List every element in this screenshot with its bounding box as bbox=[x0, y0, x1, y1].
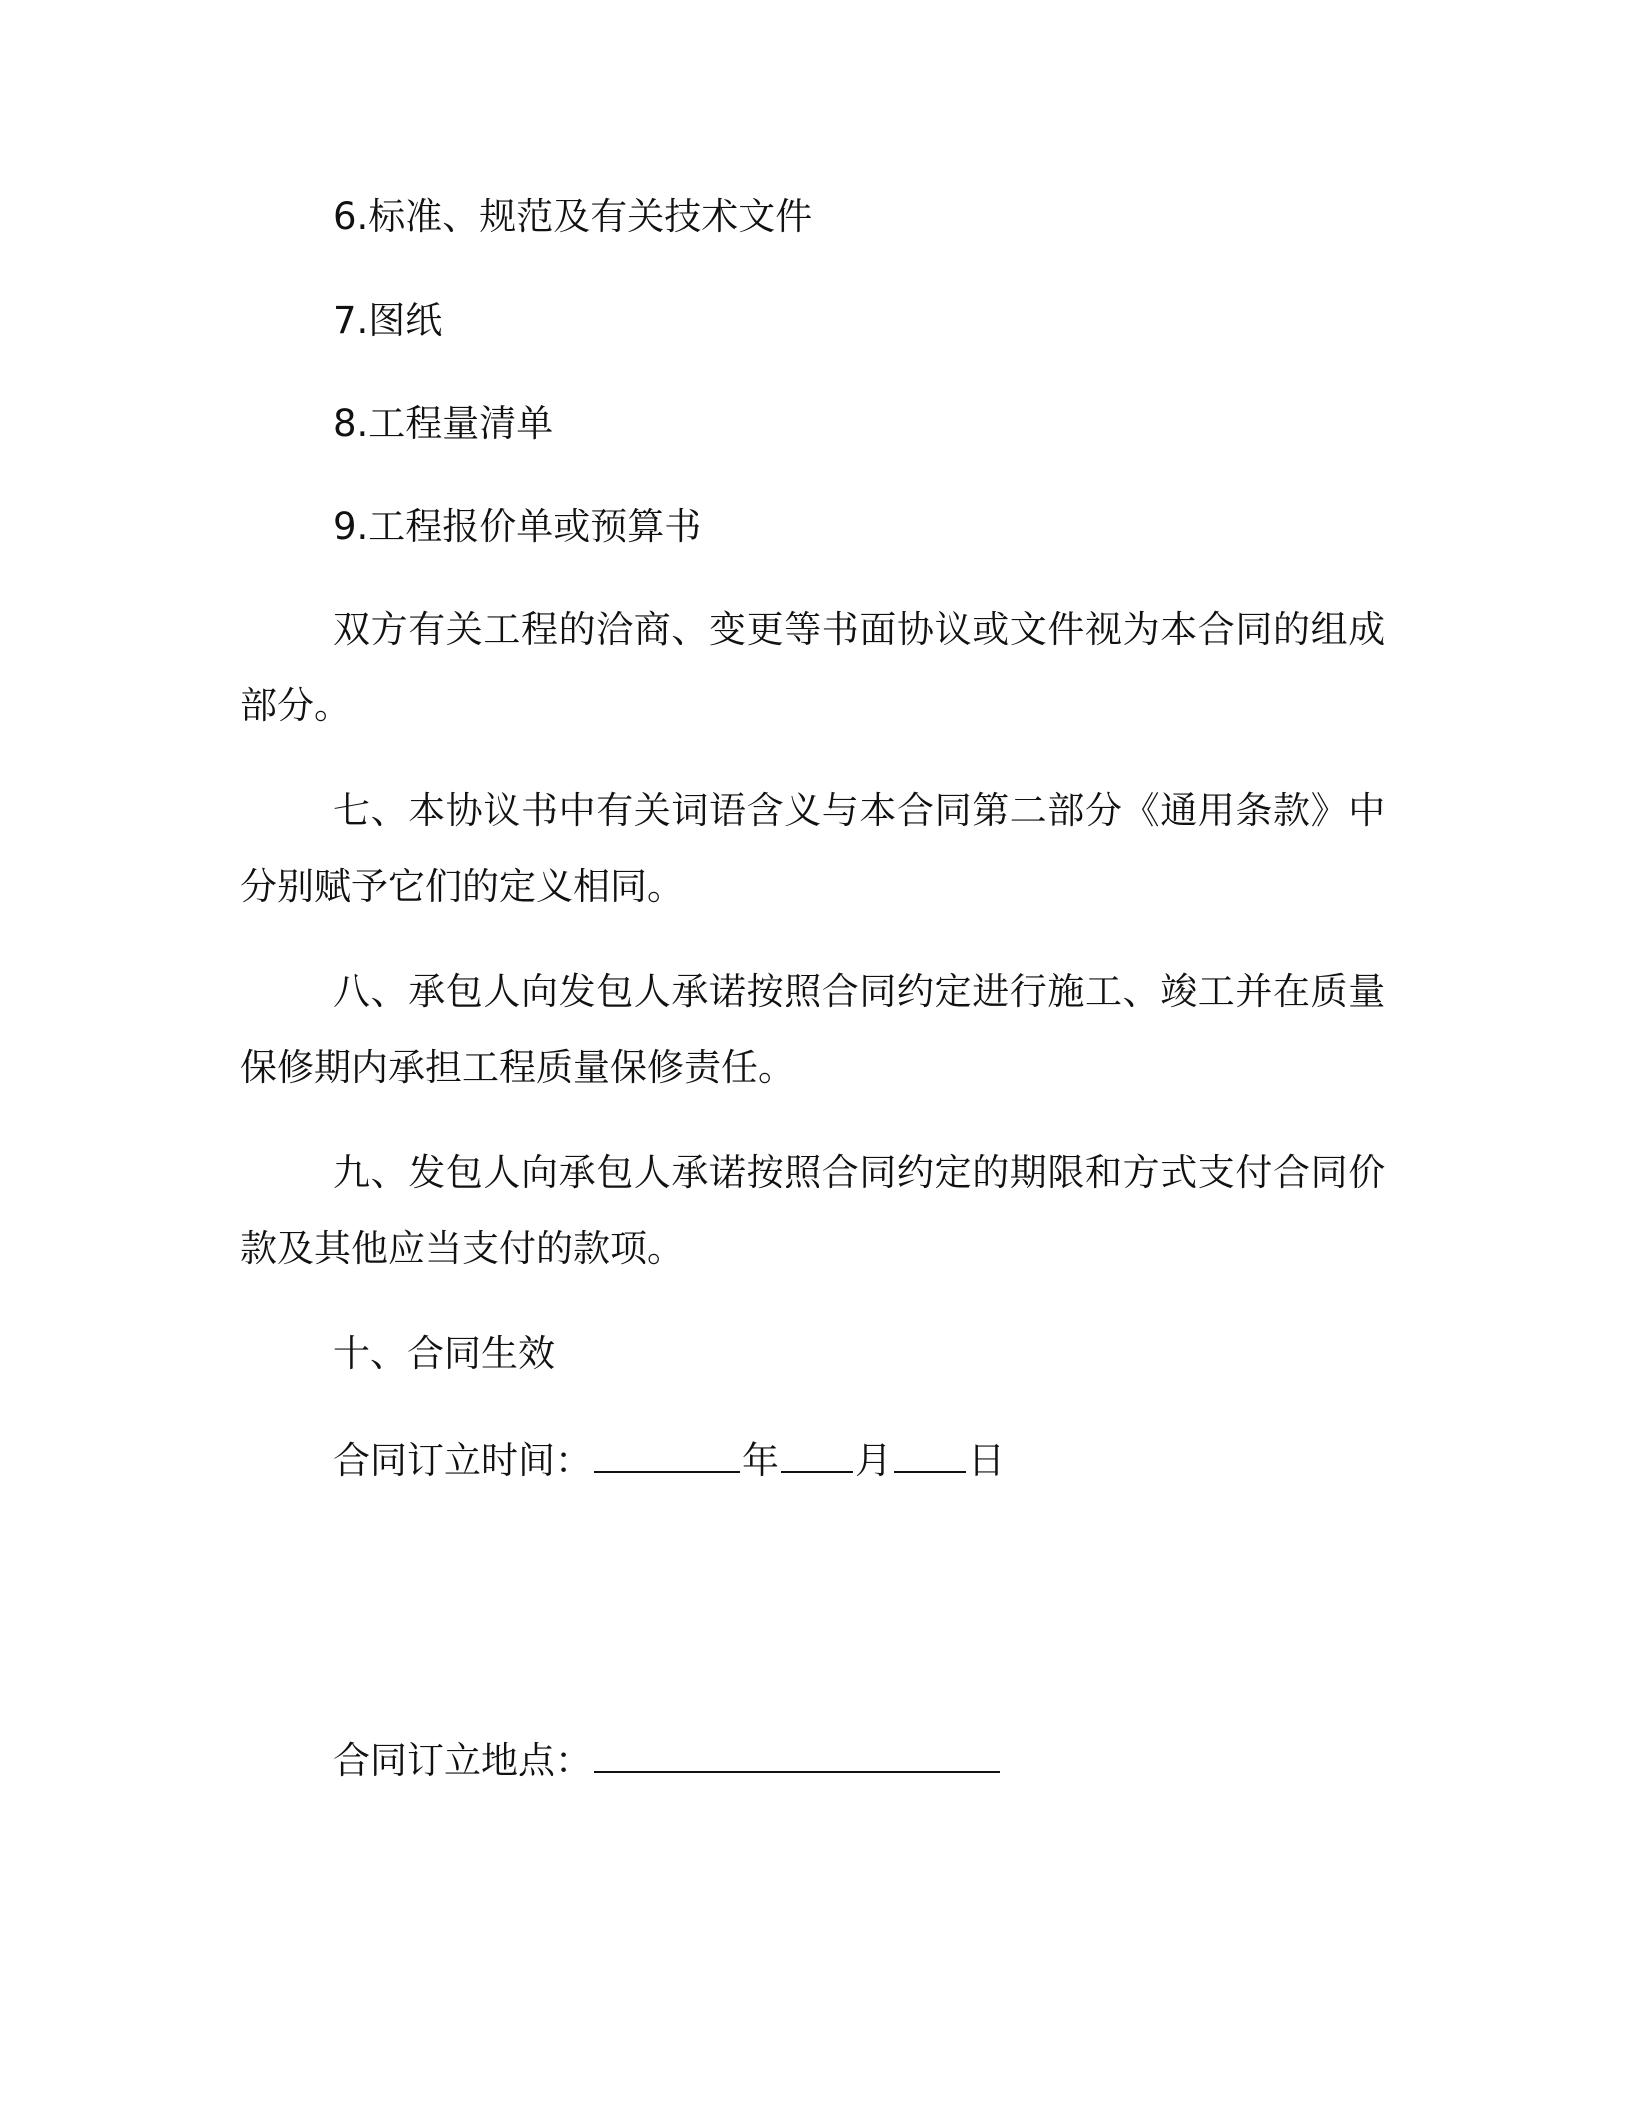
list-item-7: 7.图纸 bbox=[333, 299, 443, 342]
month-blank[interactable] bbox=[781, 1437, 853, 1473]
signing-place-label: 合同订立地点： bbox=[333, 1739, 592, 1782]
signing-place-row bbox=[333, 1737, 1002, 1782]
list-item-9: 9.工程报价单或预算书 bbox=[333, 505, 702, 548]
day-label: 日 bbox=[968, 1439, 1005, 1482]
clause-eight-line1: 八、承包人向发包人承诺按照合同约定进行施工、竣工并在质量 bbox=[333, 970, 1386, 1013]
signing-time-label: 合同订立时间： bbox=[333, 1439, 592, 1482]
month-label: 月 bbox=[855, 1439, 892, 1482]
paragraph-amendments-line1: 双方有关工程的洽商、变更等书面协议或文件视为本合同的组成 bbox=[333, 608, 1386, 651]
signing-time-row bbox=[333, 1437, 1005, 1482]
clause-ten-heading: 十、合同生效 bbox=[333, 1332, 555, 1375]
clause-nine-line2: 款及其他应当支付的款项。 bbox=[240, 1227, 684, 1270]
year-blank[interactable] bbox=[594, 1437, 740, 1473]
clause-seven-line1: 七、本协议书中有关词语含义与本合同第二部分《通用条款》中 bbox=[333, 789, 1386, 832]
clause-nine-line1: 九、发包人向承包人承诺按照合同约定的期限和方式支付合同价 bbox=[333, 1151, 1386, 1194]
clause-eight-line2: 保修期内承担工程质量保修责任。 bbox=[240, 1046, 795, 1089]
year-label: 年 bbox=[742, 1439, 779, 1482]
clause-seven-line2: 分别赋予它们的定义相同。 bbox=[240, 865, 684, 908]
day-blank[interactable] bbox=[894, 1437, 966, 1473]
paragraph-amendments-line2: 部分。 bbox=[240, 684, 351, 727]
place-blank[interactable] bbox=[594, 1737, 1000, 1773]
list-item-6: 6.标准、规范及有关技术文件 bbox=[333, 195, 813, 238]
list-item-8: 8.工程量清单 bbox=[333, 402, 554, 445]
